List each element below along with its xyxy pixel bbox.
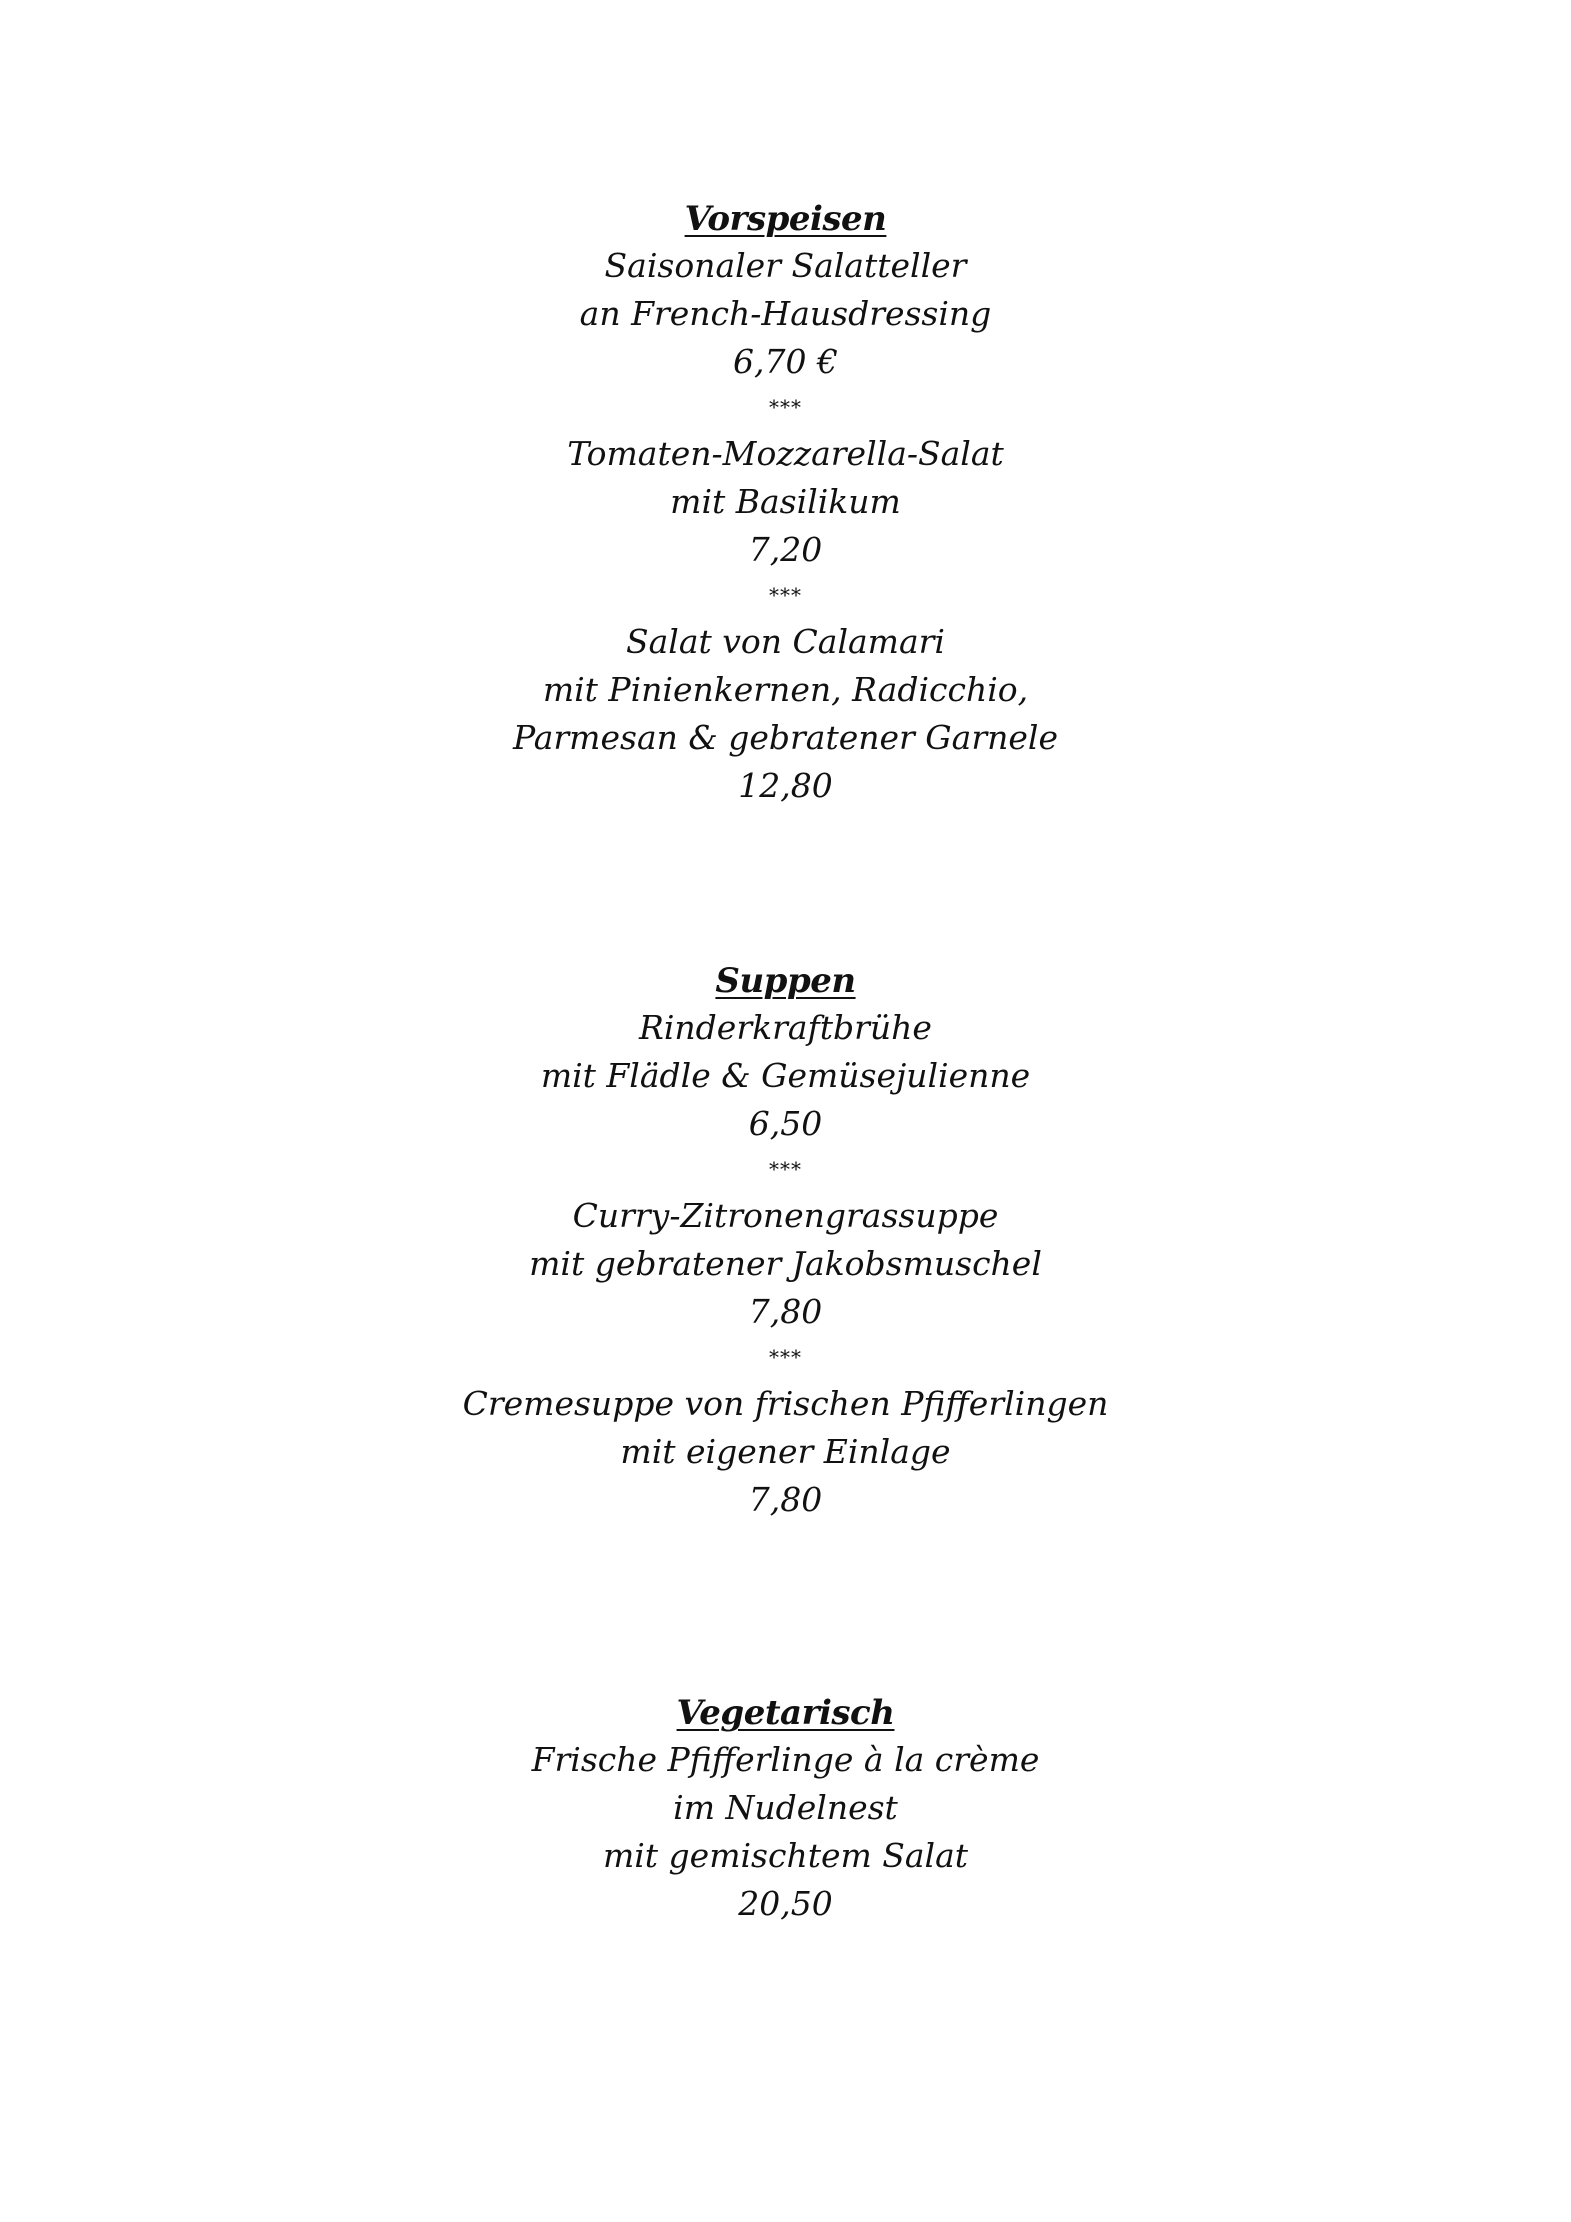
dish-name: Salat von Calamari — [626, 622, 945, 661]
section-heading: Suppen — [715, 961, 856, 1001]
dish-description: an French-Hausdressing — [579, 294, 992, 333]
dish-description: Parmesan & gebratener Garnele — [513, 718, 1058, 757]
dish-price: 6,50 — [748, 1104, 823, 1143]
menu-item — [0, 1192, 1571, 1336]
dish-name: Saisonaler Salatteller — [604, 246, 967, 285]
dish-description: mit Pinienkernen, Radicchio, — [542, 670, 1029, 709]
menu-item — [0, 242, 1571, 386]
dish-description: mit Flädle & Gemüsejulienne — [540, 1056, 1031, 1095]
dish-price: 7,20 — [748, 530, 823, 569]
menu-item — [0, 430, 1571, 574]
separator: *** — [769, 1157, 802, 1181]
separator: *** — [769, 395, 802, 419]
dish-name: Curry-Zitronengrassuppe — [572, 1196, 999, 1235]
dish-price: 7,80 — [748, 1292, 823, 1331]
dish-description: mit gebratener Jakobsmuschel — [529, 1244, 1042, 1283]
dish-price: 6,70 € — [733, 342, 838, 381]
section-heading: Vegetarisch — [676, 1693, 895, 1733]
dish-price: 12,80 — [738, 766, 833, 805]
dish-price: 7,80 — [748, 1480, 823, 1519]
section-vorspeisen — [0, 196, 1571, 810]
dish-name: Tomaten-Mozzarella-Salat — [567, 434, 1004, 473]
dish-name: Frische Pfifferlinge à la crème — [531, 1740, 1040, 1779]
section-suppen — [0, 958, 1571, 1524]
menu-item — [0, 1004, 1571, 1148]
dish-description: im Nudelnest — [673, 1788, 898, 1827]
dish-name: Cremesuppe von frischen Pfifferlingen — [462, 1384, 1109, 1423]
menu-item — [0, 1736, 1571, 1928]
menu-item — [0, 618, 1571, 810]
dish-description: mit Basilikum — [670, 482, 901, 521]
separator: *** — [769, 583, 802, 607]
dish-name: Rinderkraftbrühe — [639, 1008, 932, 1047]
dish-description: mit eigener Einlage — [620, 1432, 951, 1471]
section-vegetarisch — [0, 1690, 1571, 1928]
dish-description: mit gemischtem Salat — [602, 1836, 969, 1875]
dish-price: 20,50 — [738, 1884, 833, 1923]
separator: *** — [769, 1345, 802, 1369]
menu-item — [0, 1380, 1571, 1524]
section-heading: Vorspeisen — [684, 199, 887, 239]
